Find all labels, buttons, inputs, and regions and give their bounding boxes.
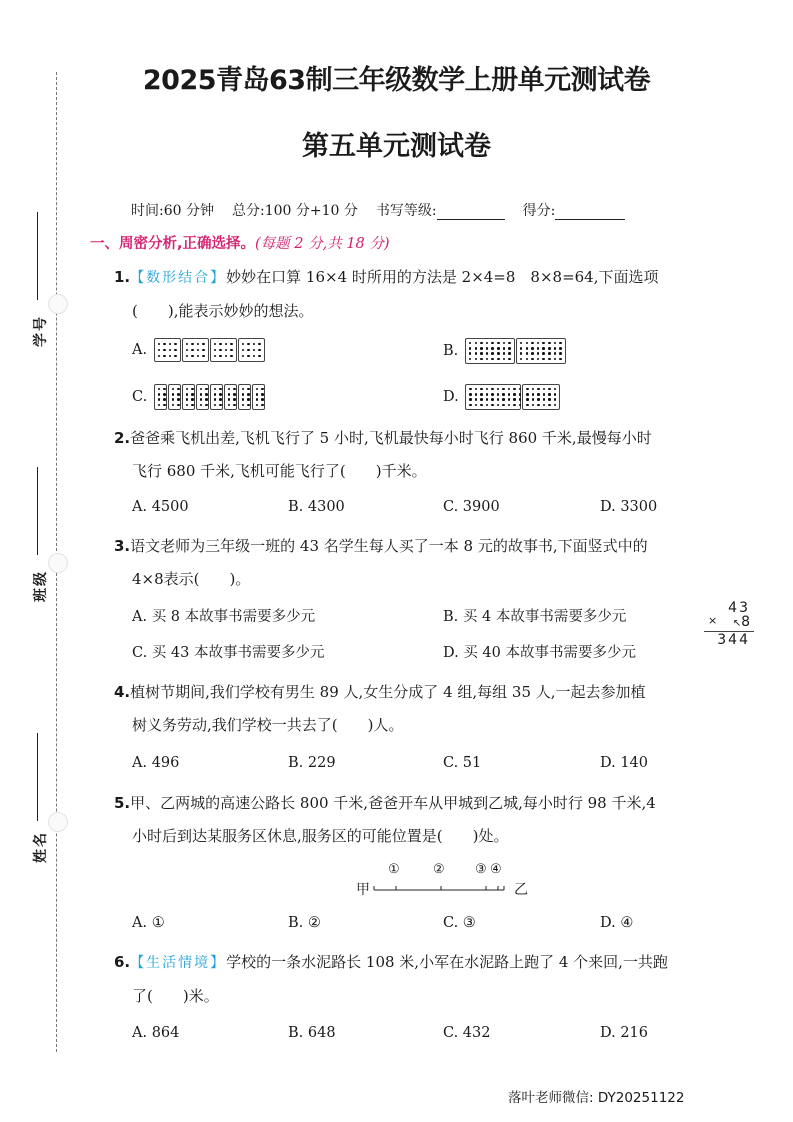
option-a[interactable]: A. 买 8 本故事书需要多少元 [132,609,316,625]
option-a[interactable]: A. 864 [132,1025,180,1041]
option-label: A. [132,342,148,358]
question-text-cont: 小时后到达某服务区休息,服务区的可能位置是( )处。 [132,827,509,845]
question-text-cont: ( ),能表示妙妙的想法。 [132,302,314,320]
writing-grade [376,200,505,220]
question-text: 语文老师为三年级一班的 43 名学生每人买了一本 8 元的故事书,下面竖式中的 [130,537,648,555]
class-label: 班级 [33,570,49,602]
writing-grade-blank[interactable] [437,203,505,220]
option-d[interactable]: D. ④ [600,915,634,931]
question-text-cont: 飞行 680 千米,飞机可能飞行了( )千米。 [132,462,427,480]
option-label: B. [443,343,459,359]
dot-box [154,384,167,410]
question-text: 甲、乙两城的高速公路长 800 千米,爸爸开车从甲城到乙城,每小时行 98 千米,4 [130,794,656,812]
question-number: 1. [114,268,131,286]
question-tag: 【数形结合】 [130,270,227,286]
dot-box [210,338,237,362]
binding-hole [48,553,68,573]
writing-grade-label: 书写等级: [375,203,437,219]
dot-box [465,338,515,364]
dot-box [238,338,265,362]
section-heading [90,232,390,253]
exam-meta [131,200,643,220]
dot-box [182,338,209,362]
page-title: 2025青岛63制三年级数学上册单元测试卷 [142,65,651,96]
option-c[interactable] [132,384,265,410]
option-b[interactable]: B. ② [288,915,321,931]
dot-box [168,384,181,410]
dot-box [522,384,560,410]
dot-box [182,384,195,410]
exam-total: 总分:100 分+10 分 [231,203,358,219]
name-label: 姓名 [33,831,49,863]
city-jia-label: 甲 [356,882,370,898]
option-a[interactable]: A. ① [132,915,165,931]
dot-box [238,384,251,410]
option-c[interactable]: C. 51 [443,755,482,771]
question-number: 5. [114,794,131,812]
multiplier [733,614,750,630]
question-2 [114,422,764,488]
question-number: 3. [114,537,131,555]
option-b[interactable]: B. 买 4 本故事书需要多少元 [443,609,627,625]
vertical-multiplication [704,600,754,648]
question-3 [114,530,764,596]
option-b[interactable]: B. 229 [288,755,336,771]
option-a[interactable]: A. 496 [132,755,180,771]
question-number: 6. [114,953,131,971]
dot-box [210,384,223,410]
section-points: (每题 2 分,共 18 分) [255,236,390,252]
question-4 [114,676,764,742]
question-text: 植树节期间,我们学校有男生 89 人,女生分成了 4 组,每组 35 人,一起去参加植 [130,683,646,701]
footer-watermark: 落叶老师微信: DY20251122 [508,1090,685,1106]
option-b[interactable] [443,338,566,364]
dot-array-figure-c [154,384,265,410]
product: 344 [717,632,750,648]
dot-box [516,338,566,364]
option-a[interactable]: A. 4500 [132,499,189,515]
option-c[interactable]: C. 3900 [443,499,500,515]
question-number: 2. [114,429,131,447]
mark-3: ③ [475,862,487,877]
option-d[interactable]: D. 买 40 本故事书需要多少元 [443,645,636,661]
question-text: 学校的一条水泥路长 108 米,小军在水泥路上跑了 4 个来回,一共跑 [226,953,668,971]
city-yi-label: 乙 [514,882,528,898]
multiplier-row [704,614,754,630]
option-c[interactable]: C. 432 [443,1025,491,1041]
option-label: D. [443,389,459,405]
dot-box [465,384,521,410]
question-text-cont: 树义务劳动,我们学校一共去了( )人。 [132,716,404,734]
score [523,200,626,220]
binding-hole [48,294,68,314]
dot-array-figure-b [465,338,566,364]
question-tag: 【生活情境】 [130,955,227,971]
option-b[interactable]: B. 648 [288,1025,336,1041]
dot-box [252,384,265,410]
mark-2: ② [433,862,445,877]
exam-time: 时间:60 分钟 [131,203,214,219]
option-d[interactable]: D. 3300 [600,499,658,515]
name-blank[interactable] [37,733,38,821]
student-id-label: 学号 [33,315,49,347]
mark-4: ④ [490,862,502,877]
multiply-sign: × [708,614,718,627]
section-title: 一、周密分析,正确选择。 [90,236,256,252]
binding-hole [48,812,68,832]
option-label: C. [132,389,148,405]
page-subtitle: 第五单元测试卷 [302,131,491,162]
arrow-icon: ↖ [732,618,742,629]
question-1 [114,261,764,328]
question-text: 妙妙在口算 16×4 时所用的方法是 2×4=8 8×8=64,下面选项 [226,268,659,286]
road-diagram [356,862,536,902]
road-line [356,862,536,902]
option-b[interactable]: B. 4300 [288,499,345,515]
option-c[interactable]: C. 买 43 本故事书需要多少元 [132,645,325,661]
question-5 [114,787,764,853]
question-text: 爸爸乘飞机出差,飞机飞行了 5 小时,飞机最快每小时飞行 860 千米,最慢每小时 [130,429,652,447]
score-blank[interactable] [555,203,625,220]
student-id-blank[interactable] [37,212,38,300]
mark-1: ① [388,862,400,877]
score-label: 得分: [522,203,556,219]
multiplier-value: 8 [741,614,750,630]
question-6 [114,946,764,1013]
question-number: 4. [114,683,131,701]
dot-box [154,338,181,362]
dot-box [196,384,209,410]
dot-array-figure-d [465,384,560,410]
option-d[interactable] [443,384,560,410]
multiplicand: 43 [728,600,750,616]
dot-array-figure-a [154,338,265,362]
option-d[interactable]: D. 216 [600,1025,649,1041]
dot-box [224,384,237,410]
question-text-cont: 4×8表示( )。 [132,570,251,588]
question-text-cont: 了( )米。 [132,987,219,1005]
option-a[interactable] [132,338,265,362]
option-c[interactable]: C. ③ [443,915,476,931]
class-blank[interactable] [37,467,38,555]
option-d[interactable]: D. 140 [600,755,649,771]
